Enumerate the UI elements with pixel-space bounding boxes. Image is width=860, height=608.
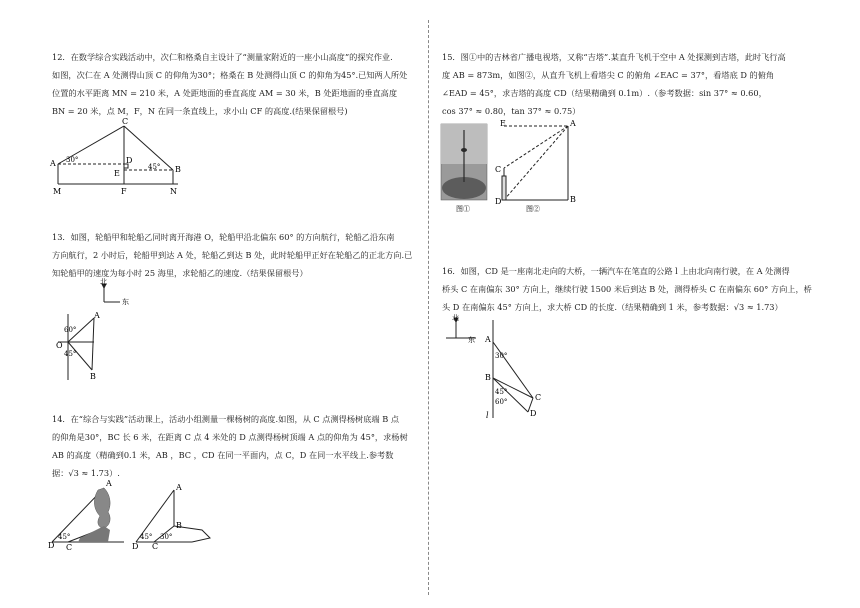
q16-label-c: C (535, 393, 542, 402)
q14-right-angle-45: 45° (140, 533, 153, 541)
q12-label-c: C (122, 118, 129, 126)
q15-line-2: 度 AB = 873m，如图②，从直升飞机上看塔尖 C 的俯角 ∠EAC = 37°，看塔底 D 的俯角 (442, 70, 775, 80)
q14-right-label-a: A (176, 483, 182, 492)
q16-label-l: l (486, 411, 489, 420)
q15-label-c: C (495, 165, 502, 174)
q15-label-e: E (500, 120, 506, 128)
q13-line-3: 知轮船甲的速度为每小时 25 海里，求轮船乙的速度.（结果保留根号） (52, 268, 308, 278)
q12-label-f: F (121, 187, 127, 196)
q15-label-b: B (570, 195, 576, 204)
q14-figure-right (132, 482, 216, 550)
q13-label-b: B (90, 372, 96, 381)
q14-line-1: 14．在“综合与实践”活动课上，活动小组测量一棵杨树的高度.如图，从 C 点测得杨树底端 B 点 (52, 414, 400, 424)
q16-east-label: 东 (468, 336, 475, 344)
q14-right-label-d: D (132, 542, 139, 550)
q14-right-label-c: C (152, 542, 159, 550)
q15-photo-figure (440, 122, 490, 214)
q16-line-1: 16．如图，CD 是一座南北走向的大桥，一辆汽车在笔直的公路 l 上由北向南行驶，在 A 处测得 (442, 266, 790, 276)
q12-line-3: 位置的水平距离 MN = 210 米，A 处距地面的垂直高度 AM = 30 米，B 处距地面的垂直高度 (52, 88, 398, 98)
q13-north-label: 北 (100, 278, 107, 286)
q16-angle-60: 60° (495, 398, 508, 406)
q15-caption-fig2: 图② (526, 205, 540, 213)
q14-figure-left (48, 478, 128, 550)
column-divider (428, 20, 429, 595)
q13-east-label: 东 (122, 298, 129, 306)
q12-label-n: N (170, 187, 177, 196)
q16-angle-30: 30° (495, 352, 508, 360)
q12-label-m: M (53, 187, 62, 196)
q14-right-label-b: B (176, 521, 182, 530)
q13-label-a: A (94, 311, 100, 320)
question-16 (442, 262, 812, 316)
question-14 (52, 410, 422, 482)
q16-figure (440, 312, 550, 422)
q12-label-b: B (175, 165, 181, 174)
q13-angle-60: 60° (64, 326, 77, 334)
q14-line-2: 的仰角是30°，BC 长 6 米，在距离 C 点 4 米处的 D 点测得杨树顶端 A 点的仰角为 45°，求杨树 (52, 432, 408, 442)
question-13 (52, 228, 422, 282)
q14-tree-shape (94, 488, 110, 528)
q16-north-label: 北 (452, 314, 459, 322)
q13-label-o: O (56, 341, 63, 350)
q12-line-1: 12．在数学综合实践活动中，次仁和格桑自主设计了“测量家附近的一座小山高度”的探究作业. (52, 52, 393, 62)
q14-line-3: AB 的高度（精确到0.1 米，AB ，BC ，CD 在同一平面内，点 C，D 在同一水平线上.参考数 (52, 450, 394, 460)
q15-line-3: ∠EAD = 45°，求吉塔的高度 CD（结果精确到 0.1m）.（参考数据：sin 37° ≈ 0.60， (442, 88, 767, 98)
q15-tower-pod-icon (461, 148, 467, 152)
q12-label-e: E (114, 169, 120, 178)
q14-line-4: 据：√3 ≈ 1.73）. (52, 468, 120, 478)
q12-line-2: 如图，次仁在 A 处测得山顶 C 的仰角为30°；格桑在 B 处测得山顶 C 的仰角为45°.已知两人所处 (52, 70, 408, 80)
q13-angle-45: 45° (64, 350, 77, 358)
q16-label-a: A (485, 335, 491, 344)
q16-line-2: 桥头 C 在南偏东 30° 方向上，继续行驶 1500 米后到达 B 处，测得桥头 C 在南偏东 60° 方向上，桥 (442, 284, 812, 294)
q12-line-4: BN = 20 米，点 M，F，N 在同一条直线上，求小山 CF 的高度.(结果保留根号) (52, 106, 348, 116)
q14-left-angle-45: 45° (58, 533, 71, 541)
q12-angle-30: 30° (66, 156, 79, 164)
q15-caption-fig1: 图① (456, 205, 470, 213)
q12-label-d: D (126, 156, 133, 165)
q15-label-d: D (495, 197, 502, 206)
q16-label-b: B (485, 373, 491, 382)
q13-line-1: 13．如图，轮船甲和轮船乙同时离开海港 O，轮船甲沿北偏东 60° 的方向航行，轮船乙沿东南 (52, 232, 395, 242)
q14-left-label-d: D (48, 541, 55, 550)
q15-line-4: cos 37° ≈ 0.80，tan 37° ≈ 0.75） (442, 106, 581, 116)
question-12 (52, 48, 422, 120)
q16-angle-45: 45° (495, 388, 508, 396)
q12-label-a: A (50, 159, 56, 168)
q16-line-3: 头 D 在南偏东 45° 方向上，求大桥 CD 的长度.（结果精确到 1 米，参考数据：√3 ≈ 1.73） (442, 302, 783, 312)
q12-angle-45: 45° (148, 163, 161, 171)
q14-left-label-a: A (106, 479, 112, 488)
q14-left-label-c: C (66, 543, 73, 550)
q13-line-2: 方向航行，2 小时后，轮船甲到达 A 处，轮船乙到达 B 处，此时轮船甲正好在轮船乙的正北方向.已 (52, 250, 413, 260)
q16-label-d: D (530, 409, 537, 418)
question-15 (442, 48, 812, 120)
q14-slope-shape (78, 526, 110, 542)
q14-right-angle-30: 30° (160, 533, 173, 541)
q12-figure (48, 118, 188, 198)
q15-line-1: 15．图①中的吉林省广播电视塔，又称“吉塔”.某直升飞机于空中 A 处探测到吉塔，此时飞行高 (442, 52, 786, 62)
q15-label-a: A (570, 120, 576, 128)
q13-figure (48, 278, 138, 383)
q15-diagram-figure (492, 120, 582, 214)
